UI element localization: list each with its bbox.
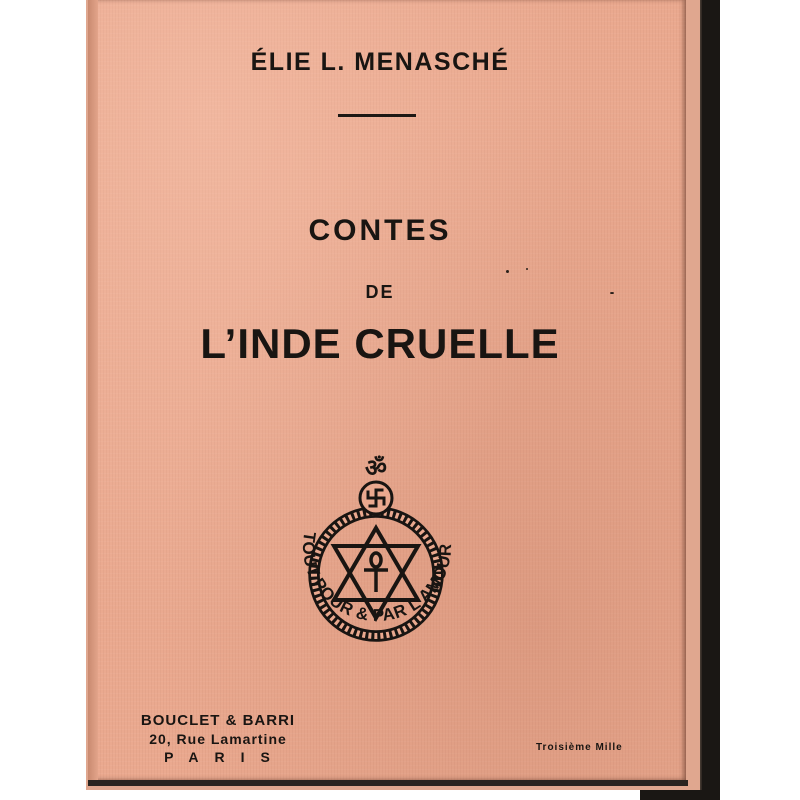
ankh-icon: [364, 553, 388, 592]
publisher-city: PARIS: [164, 749, 286, 765]
paper-speck: [610, 292, 614, 294]
swastika-icon: [360, 482, 392, 514]
theosophical-emblem: [276, 446, 476, 666]
author-name: ÉLIE L. MENASCHÉ: [250, 48, 510, 76]
motto-text: TOUT POUR & PAR L’AMOUR: [298, 530, 456, 625]
main-title: L’INDE CRUELLE: [200, 320, 560, 367]
title-line-2: DE: [365, 282, 395, 302]
paper-speck: [526, 268, 528, 270]
paper-speck: [506, 270, 509, 273]
cover-bottom-edge: [88, 780, 688, 786]
om-symbol: ॐ: [365, 454, 387, 482]
publisher-block: [118, 712, 318, 765]
title-divider: [338, 114, 416, 117]
edition-label: Troisième Mille: [536, 742, 623, 753]
publisher-name: BOUCLET & BARRI: [140, 712, 296, 729]
cover-left-edge: [88, 0, 98, 782]
publisher-address: 20, Rue Lamartine: [149, 731, 287, 747]
title-line-1: CONTES: [308, 214, 452, 247]
